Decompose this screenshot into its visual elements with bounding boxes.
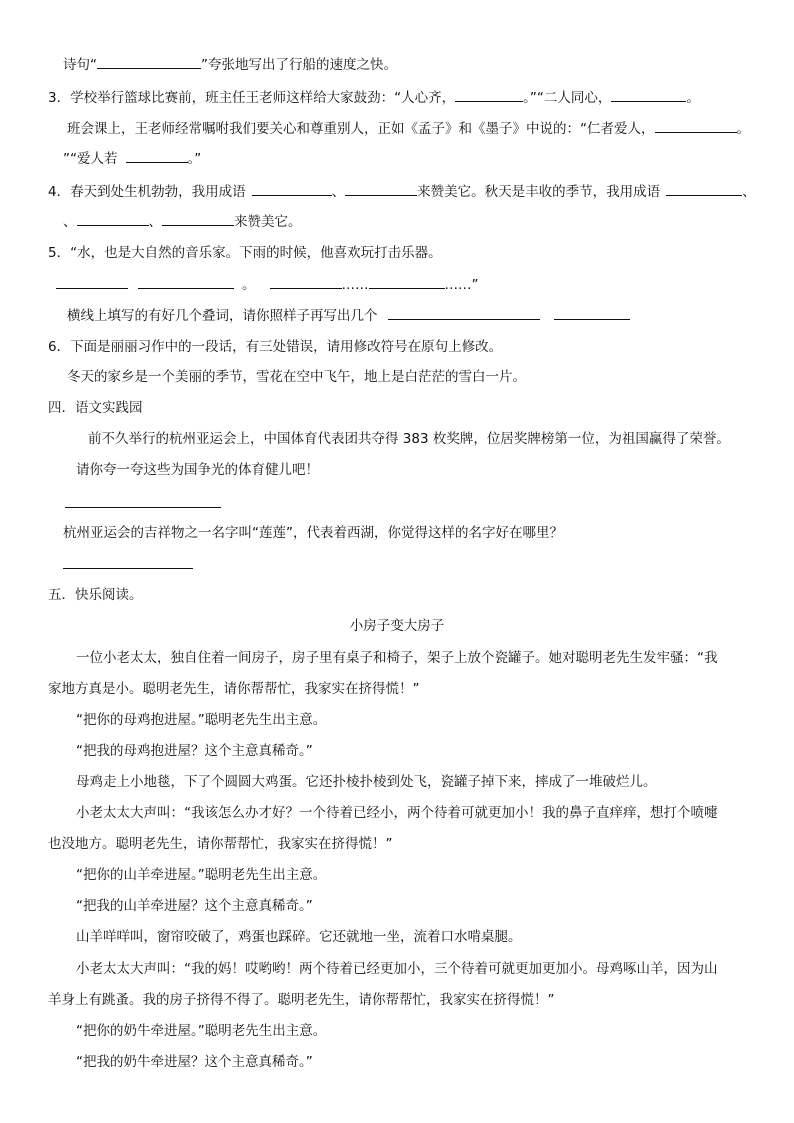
q3-text-3b: 。” bbox=[187, 151, 202, 167]
q3-text-2b: 。 bbox=[736, 121, 750, 137]
story-line: 母鸡走上小地毯，下了个圆圆大鸡蛋。它还扑棱扑棱到处飞，瓷罐子掉下来，摔成了一堆破烂儿。 bbox=[76, 774, 657, 790]
q4-text-1b: 、 bbox=[331, 184, 346, 200]
q5-blank-6[interactable] bbox=[554, 305, 630, 320]
section-4-heading: 四．语文实践园 bbox=[48, 400, 143, 416]
q5-blank-3[interactable] bbox=[270, 274, 342, 289]
q3-blank-3[interactable] bbox=[655, 118, 737, 133]
q3-blank-1[interactable] bbox=[455, 87, 523, 102]
q4-text-2b: 、 bbox=[148, 214, 162, 230]
q3-blank-2[interactable] bbox=[611, 87, 686, 102]
q5-blank-2[interactable] bbox=[138, 274, 234, 289]
q4-text-1a: 4．春天到处生机勃勃，我用成语 bbox=[48, 184, 246, 200]
q3-text-1c: 。 bbox=[686, 90, 700, 106]
q4-line-2 bbox=[63, 211, 302, 232]
story-line: 也没地方。聪明老先生，请你帮帮忙，我家实在挤得慌！” bbox=[48, 836, 393, 852]
section-4-answer-line-2[interactable] bbox=[63, 568, 193, 569]
q5-sep-2: …… bbox=[341, 277, 369, 293]
story-title: 小房子变大房子 bbox=[349, 618, 445, 634]
q3-text-3a: ”“爱人若 bbox=[63, 151, 118, 167]
q4-blank-4[interactable] bbox=[77, 211, 149, 226]
q2-answer-blank[interactable] bbox=[97, 54, 201, 69]
q6-line-2: 冬天的家乡是一个美丽的季节，雪花在空中飞午，地上是白茫茫的雪白一片。 bbox=[67, 369, 526, 385]
q4-text-1d: 、 bbox=[742, 184, 756, 200]
q5-blank-5[interactable] bbox=[388, 305, 540, 320]
q5-line-1: 5．“水，也是大自然的音乐家。下雨的时候，他喜欢玩打击乐器。 bbox=[48, 245, 442, 261]
story-line: 羊身上有跳蚤。我的房子挤得不得了。聪明老先生，请你帮帮忙，我家实在挤得慌！” bbox=[48, 992, 555, 1008]
story-line: “把你的母鸡抱进屋。”聪明老先生出主意。 bbox=[76, 712, 327, 728]
q5-blank-1[interactable] bbox=[56, 274, 128, 289]
story-line: 家地方真是小。聪明老先生，请你帮帮忙，我家实在挤得慌！” bbox=[48, 681, 420, 697]
q2-tail-line bbox=[63, 54, 397, 75]
q5-line-2 bbox=[56, 274, 479, 295]
q5-line-3 bbox=[67, 305, 630, 326]
q3-blank-4[interactable] bbox=[126, 148, 188, 163]
q5-sep-3: ……” bbox=[444, 277, 479, 293]
section-4-paragraph-3: 杭州亚运会的吉祥物之一名字叫“莲莲”，代表着西湖，你觉得这样的名字好在哪里？ bbox=[63, 525, 563, 541]
story-line: “把我的山羊牵进屋？这个主意真稀奇。” bbox=[76, 898, 313, 914]
q3-line-2 bbox=[67, 118, 750, 139]
q4-text-1c: 来赞美它。秋天是丰收的季节，我用成语 bbox=[417, 184, 661, 200]
q5-blank-4[interactable] bbox=[369, 274, 445, 289]
q3-line-3 bbox=[63, 148, 201, 169]
q3-line-1 bbox=[48, 87, 700, 108]
q2-text-a: 诗句“ bbox=[63, 57, 97, 73]
story-line: 小老太太大声叫：“我的妈！哎哟哟！两个待着已经更加小，三个待着可就更加更加小。母鸡啄山羊，因为山 bbox=[76, 961, 718, 977]
story-line: 一位小老太太，独自住着一间房子，房子里有桌子和椅子，架子上放个瓷罐子。她对聪明老先生发牢骚：“我 bbox=[76, 650, 718, 666]
section-4-answer-line-1[interactable] bbox=[65, 507, 221, 508]
q3-text-1b: 。”“二人同心， bbox=[523, 90, 612, 106]
story-line: “把我的母鸡抱进屋？这个主意真稀奇。” bbox=[76, 743, 313, 759]
q4-blank-3[interactable] bbox=[666, 181, 742, 196]
section-4-paragraph-1: 前不久举行的杭州亚运会上，中国体育代表团共夺得 383 枚奖牌，位居奖牌榜第一位，为祖国赢得了荣誉。 bbox=[88, 431, 730, 447]
q5-sep-1: 。 bbox=[242, 277, 256, 293]
q3-text-1a: 3．学校举行篮球比赛前，班主任王老师这样给大家鼓劲：“人心齐， bbox=[48, 90, 456, 106]
story-line: 小老太太大声叫：“我该怎么办才好？一个待着已经小，两个待着可就更加小！我的鼻子直痒痒，想打个喷嚏 bbox=[76, 805, 718, 821]
q4-text-2c: 来赞美它。 bbox=[234, 214, 302, 230]
story-line: 山羊咩咩叫，窗帘咬破了，鸡蛋也踩碎。它还就地一坐，流着口水啃桌腿。 bbox=[76, 929, 522, 945]
story-line: “把我的奶牛牵进屋？这个主意真稀奇。” bbox=[76, 1054, 313, 1070]
q3-text-2a: 班会课上，王老师经常嘱咐我们要关心和尊重别人，正如《孟子》和《墨子》中说的：“仁者爱人， bbox=[67, 121, 655, 137]
section-5-heading: 五．快乐阅读。 bbox=[48, 587, 143, 603]
q5-text-3: 横线上填写的有好几个叠词，请你照样子再写出几个 bbox=[67, 308, 378, 324]
q2-text-b: ”夸张地写出了行船的速度之快。 bbox=[201, 57, 397, 73]
q4-blank-1[interactable] bbox=[252, 181, 332, 196]
q6-line-1: 6．下面是丽丽习作中的一段话，有三处错误，请用修改符号在原句上修改。 bbox=[48, 339, 503, 355]
section-4-paragraph-2: 请你夸一夸这些为国争光的体育健儿吧！ bbox=[76, 462, 319, 478]
q4-text-2a: 、 bbox=[63, 214, 77, 230]
story-line: “把你的奶牛牵进屋。”聪明老先生出主意。 bbox=[76, 1023, 327, 1039]
q4-blank-5[interactable] bbox=[162, 211, 234, 226]
story-line: “把你的山羊牵进屋。”聪明老先生出主意。 bbox=[76, 867, 327, 883]
q4-line-1 bbox=[48, 181, 756, 202]
q4-blank-2[interactable] bbox=[345, 181, 417, 196]
